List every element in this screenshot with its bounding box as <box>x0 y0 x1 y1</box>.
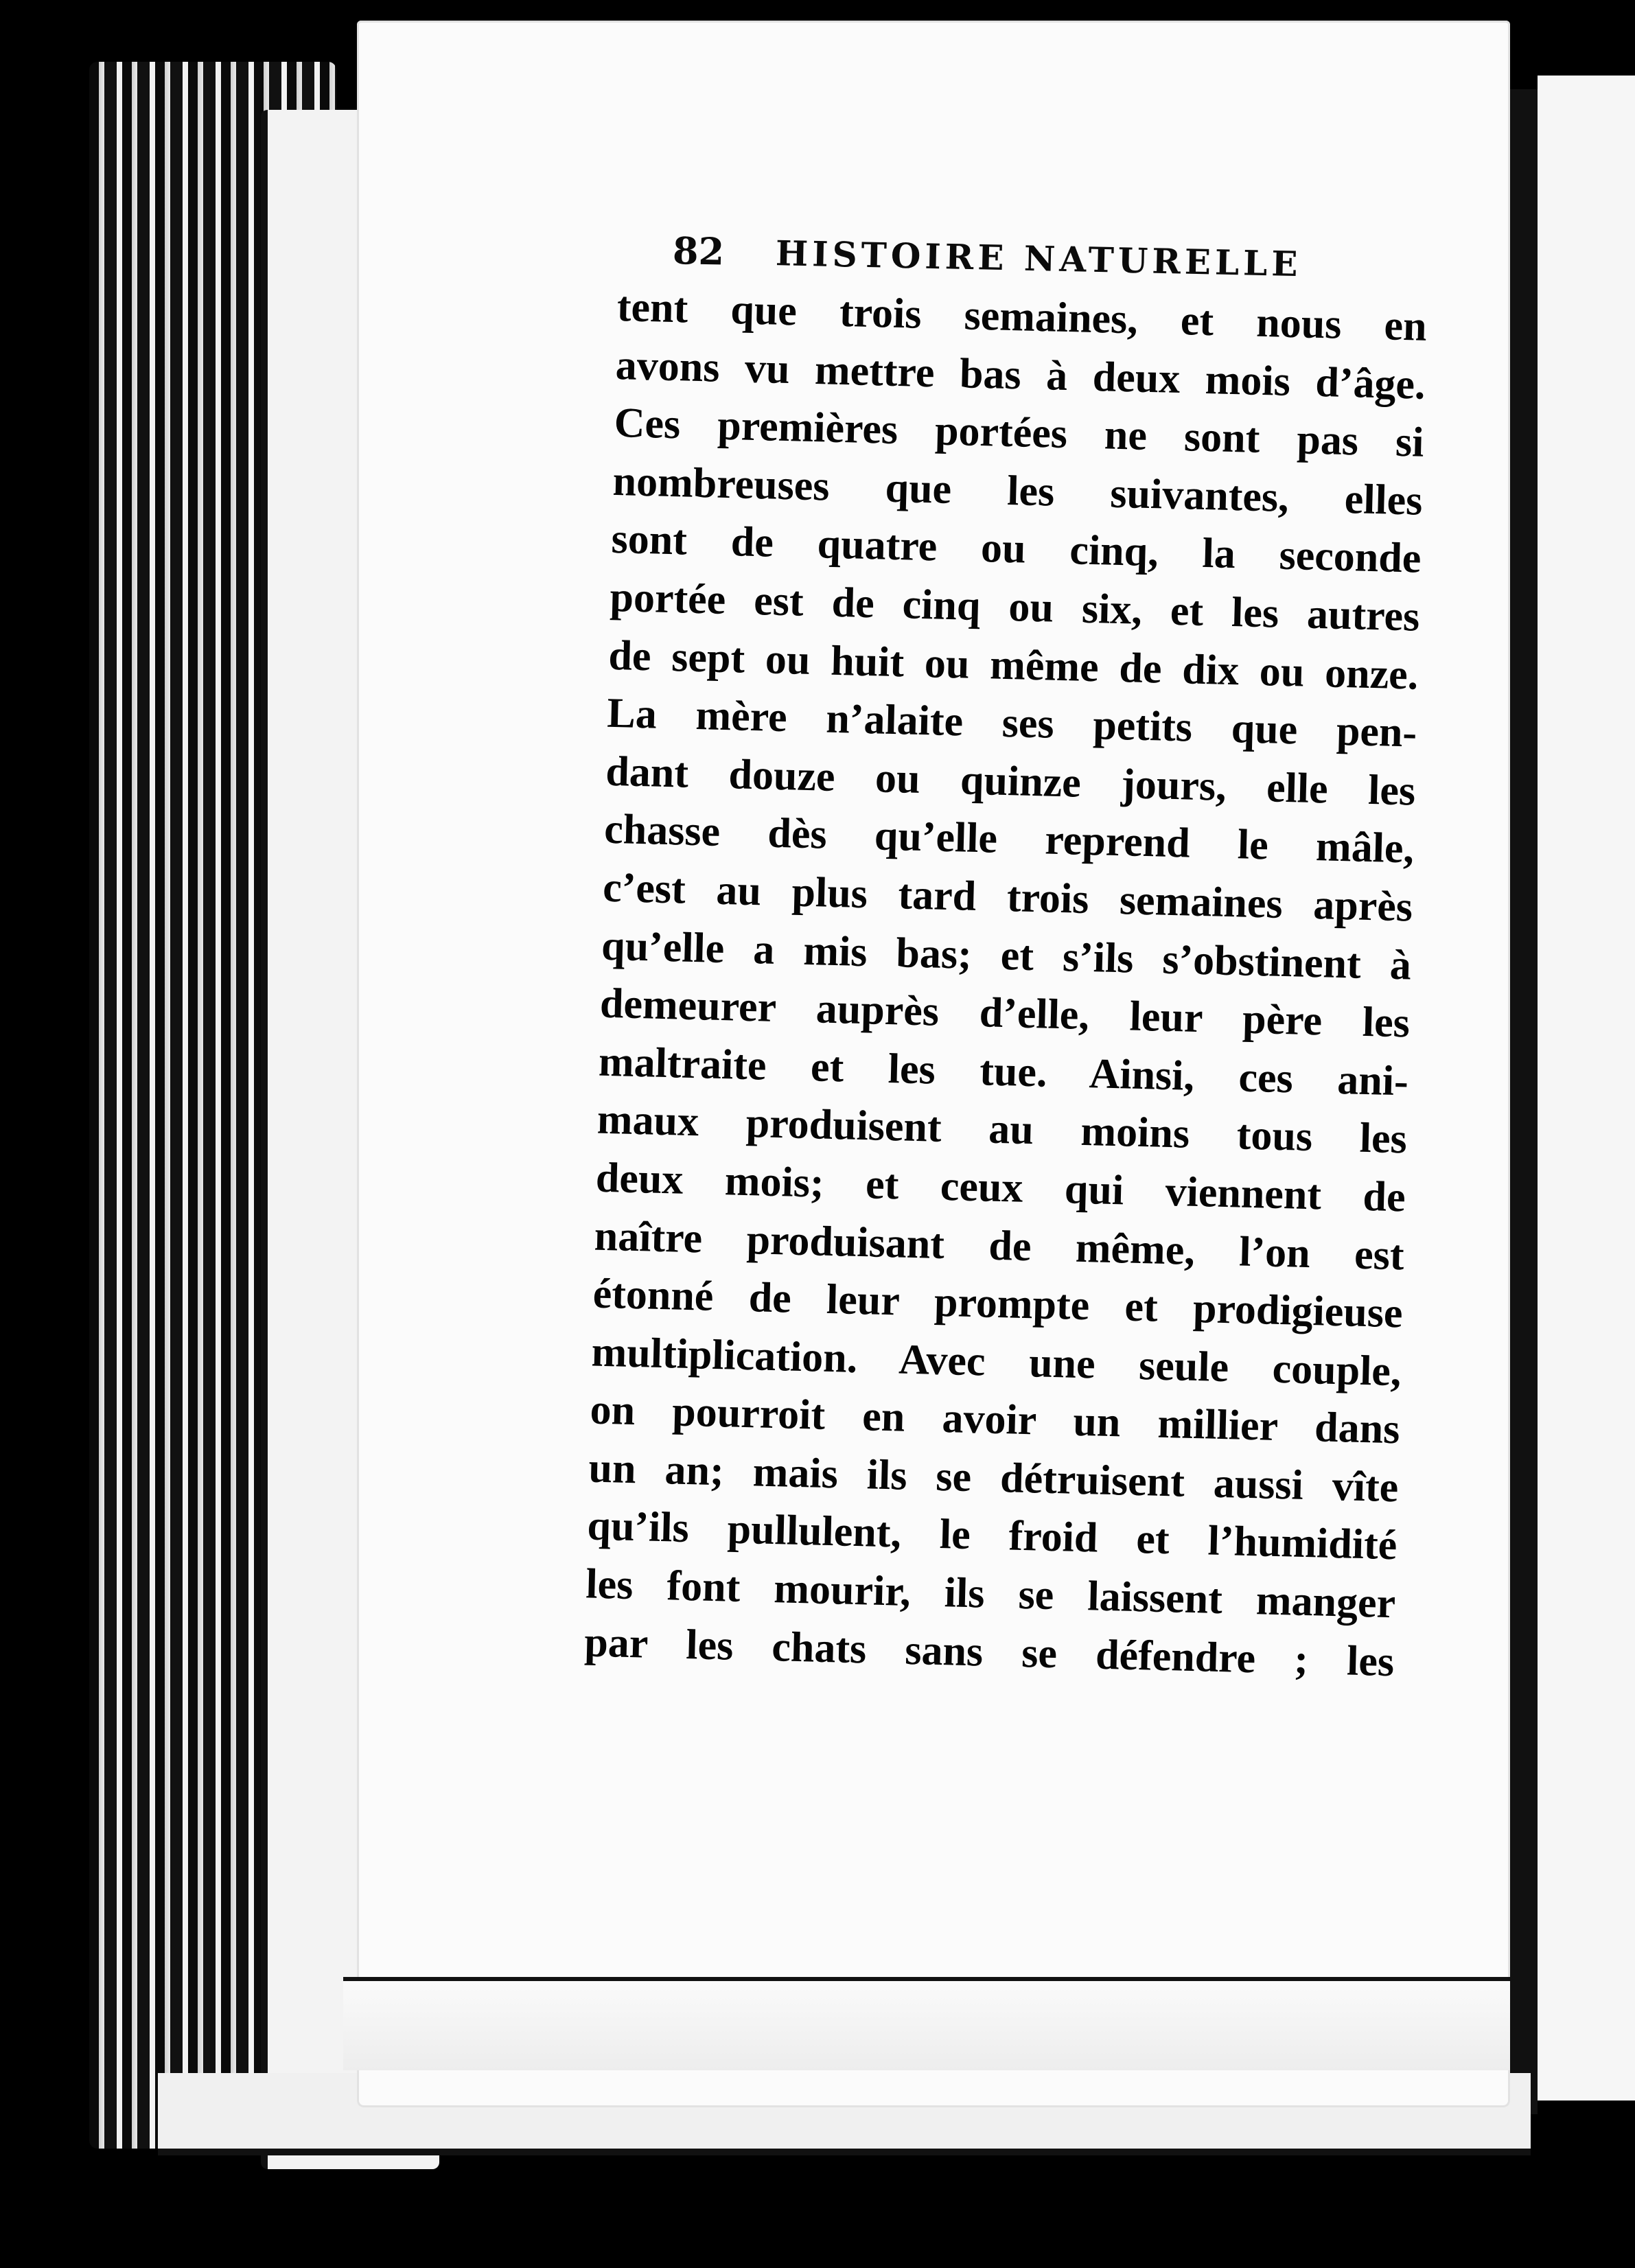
text-line: maux produisent au moins tous les <box>596 1096 1408 1163</box>
text-line: demeurer auprès d’elle, leur père les <box>599 980 1411 1047</box>
text-line: chasse dès qu’elle reprend le mâle, <box>603 806 1415 872</box>
text-line: avons vu mettre bas à deux mois d’âge. <box>615 341 1426 408</box>
text-line: portée est de cinq ou six, et les autres <box>609 573 1421 640</box>
text-line: nombreuses que les suivantes, elles <box>612 457 1424 524</box>
text-line: de sept ou huit ou même de dix ou onze. <box>607 632 1419 699</box>
text-line: multiplication. Avec une seule couple, <box>590 1328 1402 1396</box>
text-line: dant douze ou quinze jours, elle les <box>605 748 1416 815</box>
text-line: les font mourir, ils se laissent manger <box>585 1560 1396 1628</box>
text-line: Ces premières portées ne sont pas si <box>614 400 1425 466</box>
adjacent-page-strip <box>1538 76 1635 2101</box>
text-line: qu’ils pullulent, le froid et l’humidité <box>586 1502 1398 1569</box>
body-text <box>583 278 1427 1691</box>
text-line: étonné de leur prompte et prodigieuse <box>592 1270 1404 1337</box>
text-line: maltraite et les tue. Ainsi, ces ani- <box>598 1038 1409 1105</box>
text-line: naître produisant de même, l’on est <box>594 1212 1405 1279</box>
stacked-page-edges <box>89 62 336 2149</box>
page-fold <box>343 1977 1510 2070</box>
text-line: c’est au plus tard trois semaines après <box>602 864 1413 931</box>
page-number: 82 <box>672 229 725 274</box>
text-line: deux mois; et ceux qui viennent de <box>595 1154 1406 1221</box>
text-line: sont de quatre ou cinq, la seconde <box>610 516 1422 583</box>
text-line: qu’elle a mis bas; et s’ils s’obstinent à <box>601 922 1412 989</box>
text-line: tent que trois semaines, et nous en <box>616 283 1428 350</box>
text-line: on pourroit en avoir un millier dans <box>589 1386 1401 1453</box>
text-line: par les chats sans se défendre ; les <box>583 1619 1395 1685</box>
text-line: La mère n’alaite ses petits que pen- <box>606 689 1417 756</box>
text-line: un an; mais ils se détruisent aussi vîte <box>588 1444 1400 1512</box>
running-title: HISTOIRE NATURELLE <box>775 232 1303 284</box>
